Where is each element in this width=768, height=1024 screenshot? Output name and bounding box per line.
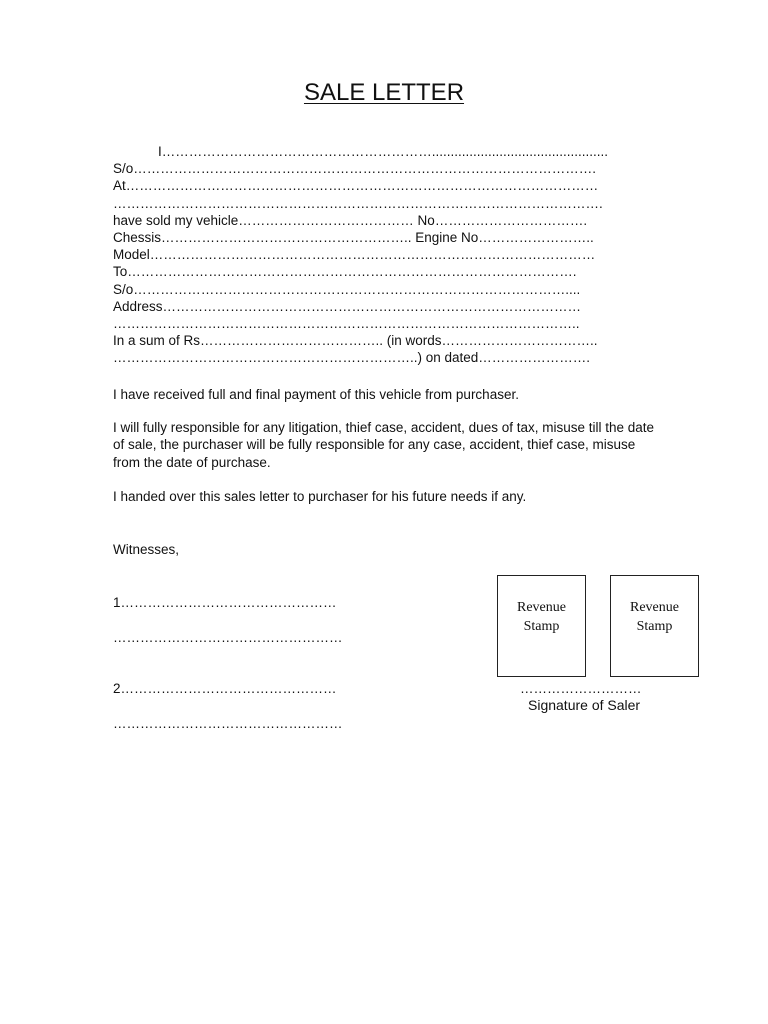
amount-words-date-line: …………………………………………………………..) on dated…………………….	[113, 350, 591, 366]
revenue-stamp-box	[610, 575, 699, 677]
model-line: Model………………………………………………………………………………………	[113, 247, 596, 263]
payment-received-paragraph: I have received full and final payment of this vehicle from purchaser.	[113, 387, 519, 402]
revenue-stamp-box	[497, 575, 586, 677]
document-title: SALE LETTER	[303, 79, 465, 106]
witness-1-line: 1…………………………………………	[113, 595, 337, 610]
signature-label: Signature of Saler	[528, 697, 641, 713]
seller-address-continued-line: ……………………………………………………………………………………………….	[113, 195, 603, 211]
stamp-label-line2: Stamp	[523, 619, 560, 634]
witnesses-heading: Witnesses,	[113, 542, 180, 557]
stamp-label-line1: Revenue	[630, 600, 679, 615]
chassis-engine-line: Chessis……………………………………………….. Engine No……………………..	[113, 229, 594, 245]
seller-parent-line: S/o………………………………………………………………………………………….	[113, 161, 597, 177]
witness-2-second-line: ……………………………………………	[113, 716, 343, 731]
sale-amount-line: In a sum of Rs………………………………….. (in words……………………………..	[113, 333, 598, 349]
witness-1-second-line: ……………………………………………	[113, 630, 343, 645]
seller-name-line: I……………………………………………………...............................................	[158, 144, 609, 159]
handover-paragraph: I handed over this sales letter to purchaser for his future needs if any.	[113, 489, 527, 504]
vehicle-details-form	[113, 143, 658, 366]
vehicle-number-line: have sold my vehicle………………………………… No…………………………….	[113, 212, 588, 228]
buyer-name-line: To……………………………………………………………………………………….	[113, 264, 577, 280]
buyer-parent-line: S/o……………………………………………………………………………………....	[113, 281, 581, 297]
witness-2-line: 2…………………………………………	[113, 681, 337, 696]
buyer-address-continued-line: …………………………………………………………………………………………..	[113, 315, 580, 331]
responsibility-paragraph: I will fully responsible for any litigation, thief case, accident, dues of tax, misuse till the date of sale, the purchaser will be fully responsible for any case, accident, thief case, misuse from the date of purchase.	[113, 420, 655, 470]
stamp-label-line1: Revenue	[517, 600, 566, 615]
stamp-label-line2: Stamp	[636, 619, 673, 634]
seller-address-line: At……………………………………………………………………………………………	[113, 178, 599, 194]
signature-line: ………………………	[520, 681, 642, 696]
buyer-address-line: Address…………………………………………………………………………………	[113, 298, 582, 314]
